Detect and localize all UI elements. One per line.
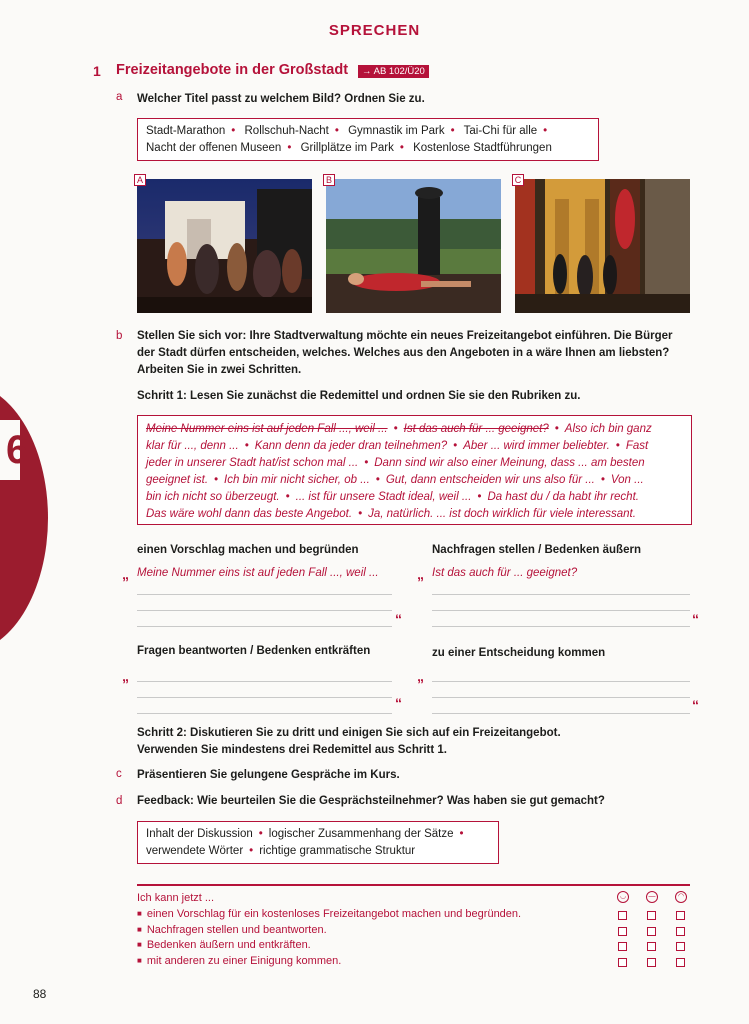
self-assessment-checkbox[interactable]: [618, 958, 627, 967]
title-option: Gymnastik im Park: [348, 125, 445, 137]
step-2-instruction-1: Schritt 2: Diskutieren Sie zu dritt und einigen Sie sich auf ein Freizeitangebot.: [137, 727, 561, 739]
task-title: Freizeitangebote in der Großstadt: [116, 62, 349, 78]
section-title: SPRECHEN: [328, 22, 421, 39]
title-option: Nacht der offenen Museen: [146, 142, 282, 154]
chapter-number: 6: [6, 428, 29, 472]
quote-open: „: [417, 566, 424, 582]
page-number: 88: [33, 987, 47, 1001]
phrase: jeder in unserer Stadt hat/ist schon mal ...: [146, 457, 359, 469]
criterion: verwendete Wörter: [146, 845, 244, 857]
phrase: Fast: [625, 440, 649, 452]
answer-line: [137, 610, 392, 611]
cando-item: ■ Bedenken äußern und entkräften.: [137, 939, 311, 951]
subtask-letter-c: c: [116, 768, 122, 780]
subtask-d-instruction: Feedback: Wie beurteilen Sie die Gesprächsteilnehmer? Was haben sie gut gemacht?: [137, 795, 605, 807]
criterion: richtige grammatische Struktur: [259, 845, 416, 857]
phrase: Also ich bin ganz: [564, 423, 652, 435]
task-number: 1: [93, 63, 101, 79]
photo-label-a: A: [134, 174, 146, 186]
category-suggest-heading: einen Vorschlag machen und begründen: [137, 544, 359, 556]
sad-face-icon: ◠: [675, 891, 687, 903]
phrase: Aber ... wird immer beliebter.: [463, 440, 610, 452]
self-assessment-checkbox[interactable]: [618, 911, 627, 920]
answer-line: [432, 713, 690, 714]
cando-divider: [137, 884, 690, 886]
phrase: Kann denn da jeder dran teilnehmen?: [254, 440, 448, 452]
quote-close: “: [395, 695, 402, 711]
title-option: Rollschuh-Nacht: [244, 125, 329, 137]
titles-box: [137, 118, 599, 161]
photo-label-c: C: [512, 174, 524, 186]
answer-line: [432, 697, 690, 698]
feedback-criteria-box: Inhalt der Diskussion • logischer Zusammenhang der Sätze • verwendete Wörter • richtige grammatische Struktur: [137, 821, 499, 864]
criterion: logischer Zusammenhang der Sätze: [268, 828, 454, 840]
workbook-reference-badge: → AB 102/Ü20: [358, 65, 429, 78]
subtask-b-intro-1: Stellen Sie sich vor: Ihre Stadtverwaltung möchte ein neues Freizeitangebot einführen. Die Bürger: [137, 330, 673, 342]
photo-label-b: B: [323, 174, 335, 186]
self-assessment-checkbox[interactable]: [647, 927, 656, 936]
step-1-instruction: Schritt 1: Lesen Sie zunächst die Redemittel und ordnen Sie sie den Rubriken zu.: [137, 390, 581, 402]
phrase: Dann sind wir also einer Meinung, dass ... am besten: [374, 457, 645, 469]
answer-line: [137, 626, 392, 627]
answer-line: [432, 626, 690, 627]
phrase: Von ...: [610, 474, 644, 486]
self-assessment-checkbox[interactable]: [676, 942, 685, 951]
category-ask-example: Ist das auch für ... geeignet?: [432, 567, 578, 579]
phrase: klar für ..., denn ...: [146, 440, 239, 452]
phrase: Da hast du / da habt ihr recht.: [487, 491, 639, 503]
subtask-b-intro-2: der Stadt dürfen entscheiden, welches. Welches aus den Angeboten in a wäre Ihnen am liebsten?: [137, 347, 670, 359]
self-assessment-checkbox[interactable]: [676, 911, 685, 920]
self-assessment-checkbox[interactable]: [676, 927, 685, 936]
phrase: bin ich nicht so überzeugt.: [146, 491, 280, 503]
subtask-letter-a: a: [116, 91, 123, 103]
self-assessment-checkbox[interactable]: [676, 958, 685, 967]
title-option: Grillplätze im Park: [300, 142, 394, 154]
phrases-box: Meine Nummer eins ist auf jeden Fall ..., weil ... • Ist das auch für ... geeignet? • Also ich bin ganz klar für ..., denn ... • Kann denn da jeder dran teilnehmen? • Aber ... wird immer beliebter. • Fast jeder in unserer Stadt hat/ist schon mal ... • Dann sind wir also einer Meinung, dass ... am besten geeignet ist. • Ich bin mir nicht sicher, ob ... • Gut, dann entscheiden wir uns also für ... • Von ... bin ich nicht so überzeugt. • ... ist für unsere Stadt ideal, weil ... • Da hast du / da habt ihr recht. Das wäre wohl dann das beste Angebot. • Ja, natürlich. ... ist doch wirklich für viele interessant.: [137, 415, 692, 525]
self-assessment-checkbox[interactable]: [647, 942, 656, 951]
subtask-letter-b: b: [116, 330, 123, 342]
phrase: Ich bin mir nicht sicher, ob ...: [224, 474, 370, 486]
answer-line: [137, 713, 392, 714]
answer-line: [432, 594, 690, 595]
phrase: Das wäre wohl dann das beste Angebot.: [146, 508, 353, 520]
title-option: Stadt-Marathon: [146, 125, 226, 137]
photo-b-gymnastics-park: [326, 179, 501, 313]
answer-line: [137, 681, 392, 682]
subtask-a-instruction: Welcher Titel passt zu welchem Bild? Ordnen Sie zu.: [137, 93, 425, 105]
self-assessment-checkbox[interactable]: [647, 958, 656, 967]
criterion: Inhalt der Diskussion: [146, 828, 253, 840]
self-assessment-checkbox[interactable]: [618, 942, 627, 951]
quote-close: “: [692, 611, 699, 627]
neutral-face-icon: —: [646, 891, 658, 903]
category-decide-heading: zu einer Entscheidung kommen: [432, 647, 606, 659]
cando-item: ■ Nachfragen stellen und beantworten.: [137, 924, 327, 936]
self-assessment-checkbox[interactable]: [618, 927, 627, 936]
category-ask-heading: Nachfragen stellen / Bedenken äußern: [432, 544, 641, 556]
answer-line: [137, 697, 392, 698]
photo-a-skating-night: [137, 179, 312, 313]
quote-open: „: [122, 668, 129, 684]
quote-close: “: [395, 611, 402, 627]
quote-open: „: [417, 668, 424, 684]
title-option: Kostenlose Stadtführungen: [413, 142, 552, 154]
cando-title: Ich kann jetzt ...: [137, 892, 215, 904]
phrase: Gut, dann entscheiden wir uns also für ...: [385, 474, 595, 486]
answer-line: [432, 610, 690, 611]
phrase: ... ist für unsere Stadt ideal, weil ...: [295, 491, 472, 503]
phrase: Ja, natürlich. ... ist doch wirklich für viele interessant.: [368, 508, 636, 520]
titles-line-2: Nacht der offenen Museen • Grillplätze im Park • Kostenlose Stadtführungen: [146, 142, 552, 154]
cando-item: ■ einen Vorschlag für ein kostenloses Freizeitangebot machen und begründen.: [137, 908, 522, 920]
titles-line-1: Stadt-Marathon • Rollschuh-Nacht • Gymnastik im Park • Tai-Chi für alle •: [146, 125, 548, 137]
title-option: Tai-Chi für alle: [463, 125, 538, 137]
step-2-instruction-2: Verwenden Sie mindestens drei Redemittel aus Schritt 1.: [137, 744, 447, 756]
photo-c-museum-night: [515, 179, 690, 313]
subtask-letter-d: d: [116, 795, 123, 807]
category-suggest-example: Meine Nummer eins ist auf jeden Fall ..., weil ...: [137, 567, 379, 579]
answer-line: [137, 594, 392, 595]
happy-face-icon: ◡: [617, 891, 629, 903]
category-answer-heading: Fragen beantworten / Bedenken entkräften: [137, 645, 371, 657]
quote-open: „: [122, 566, 129, 582]
answer-line: [432, 681, 690, 682]
self-assessment-checkbox[interactable]: [647, 911, 656, 920]
phrase: Meine Nummer eins ist auf jeden Fall ..., weil ...: [146, 423, 388, 435]
subtask-c-instruction: Präsentieren Sie gelungene Gespräche im Kurs.: [137, 769, 400, 781]
phrase: geeignet ist.: [146, 474, 209, 486]
phrase: Ist das auch für ... geeignet?: [403, 423, 549, 435]
quote-close: “: [692, 697, 699, 713]
subtask-b-intro-3: Arbeiten Sie in zwei Schritten.: [137, 364, 302, 376]
cando-item: ■ mit anderen zu einer Einigung kommen.: [137, 955, 342, 967]
